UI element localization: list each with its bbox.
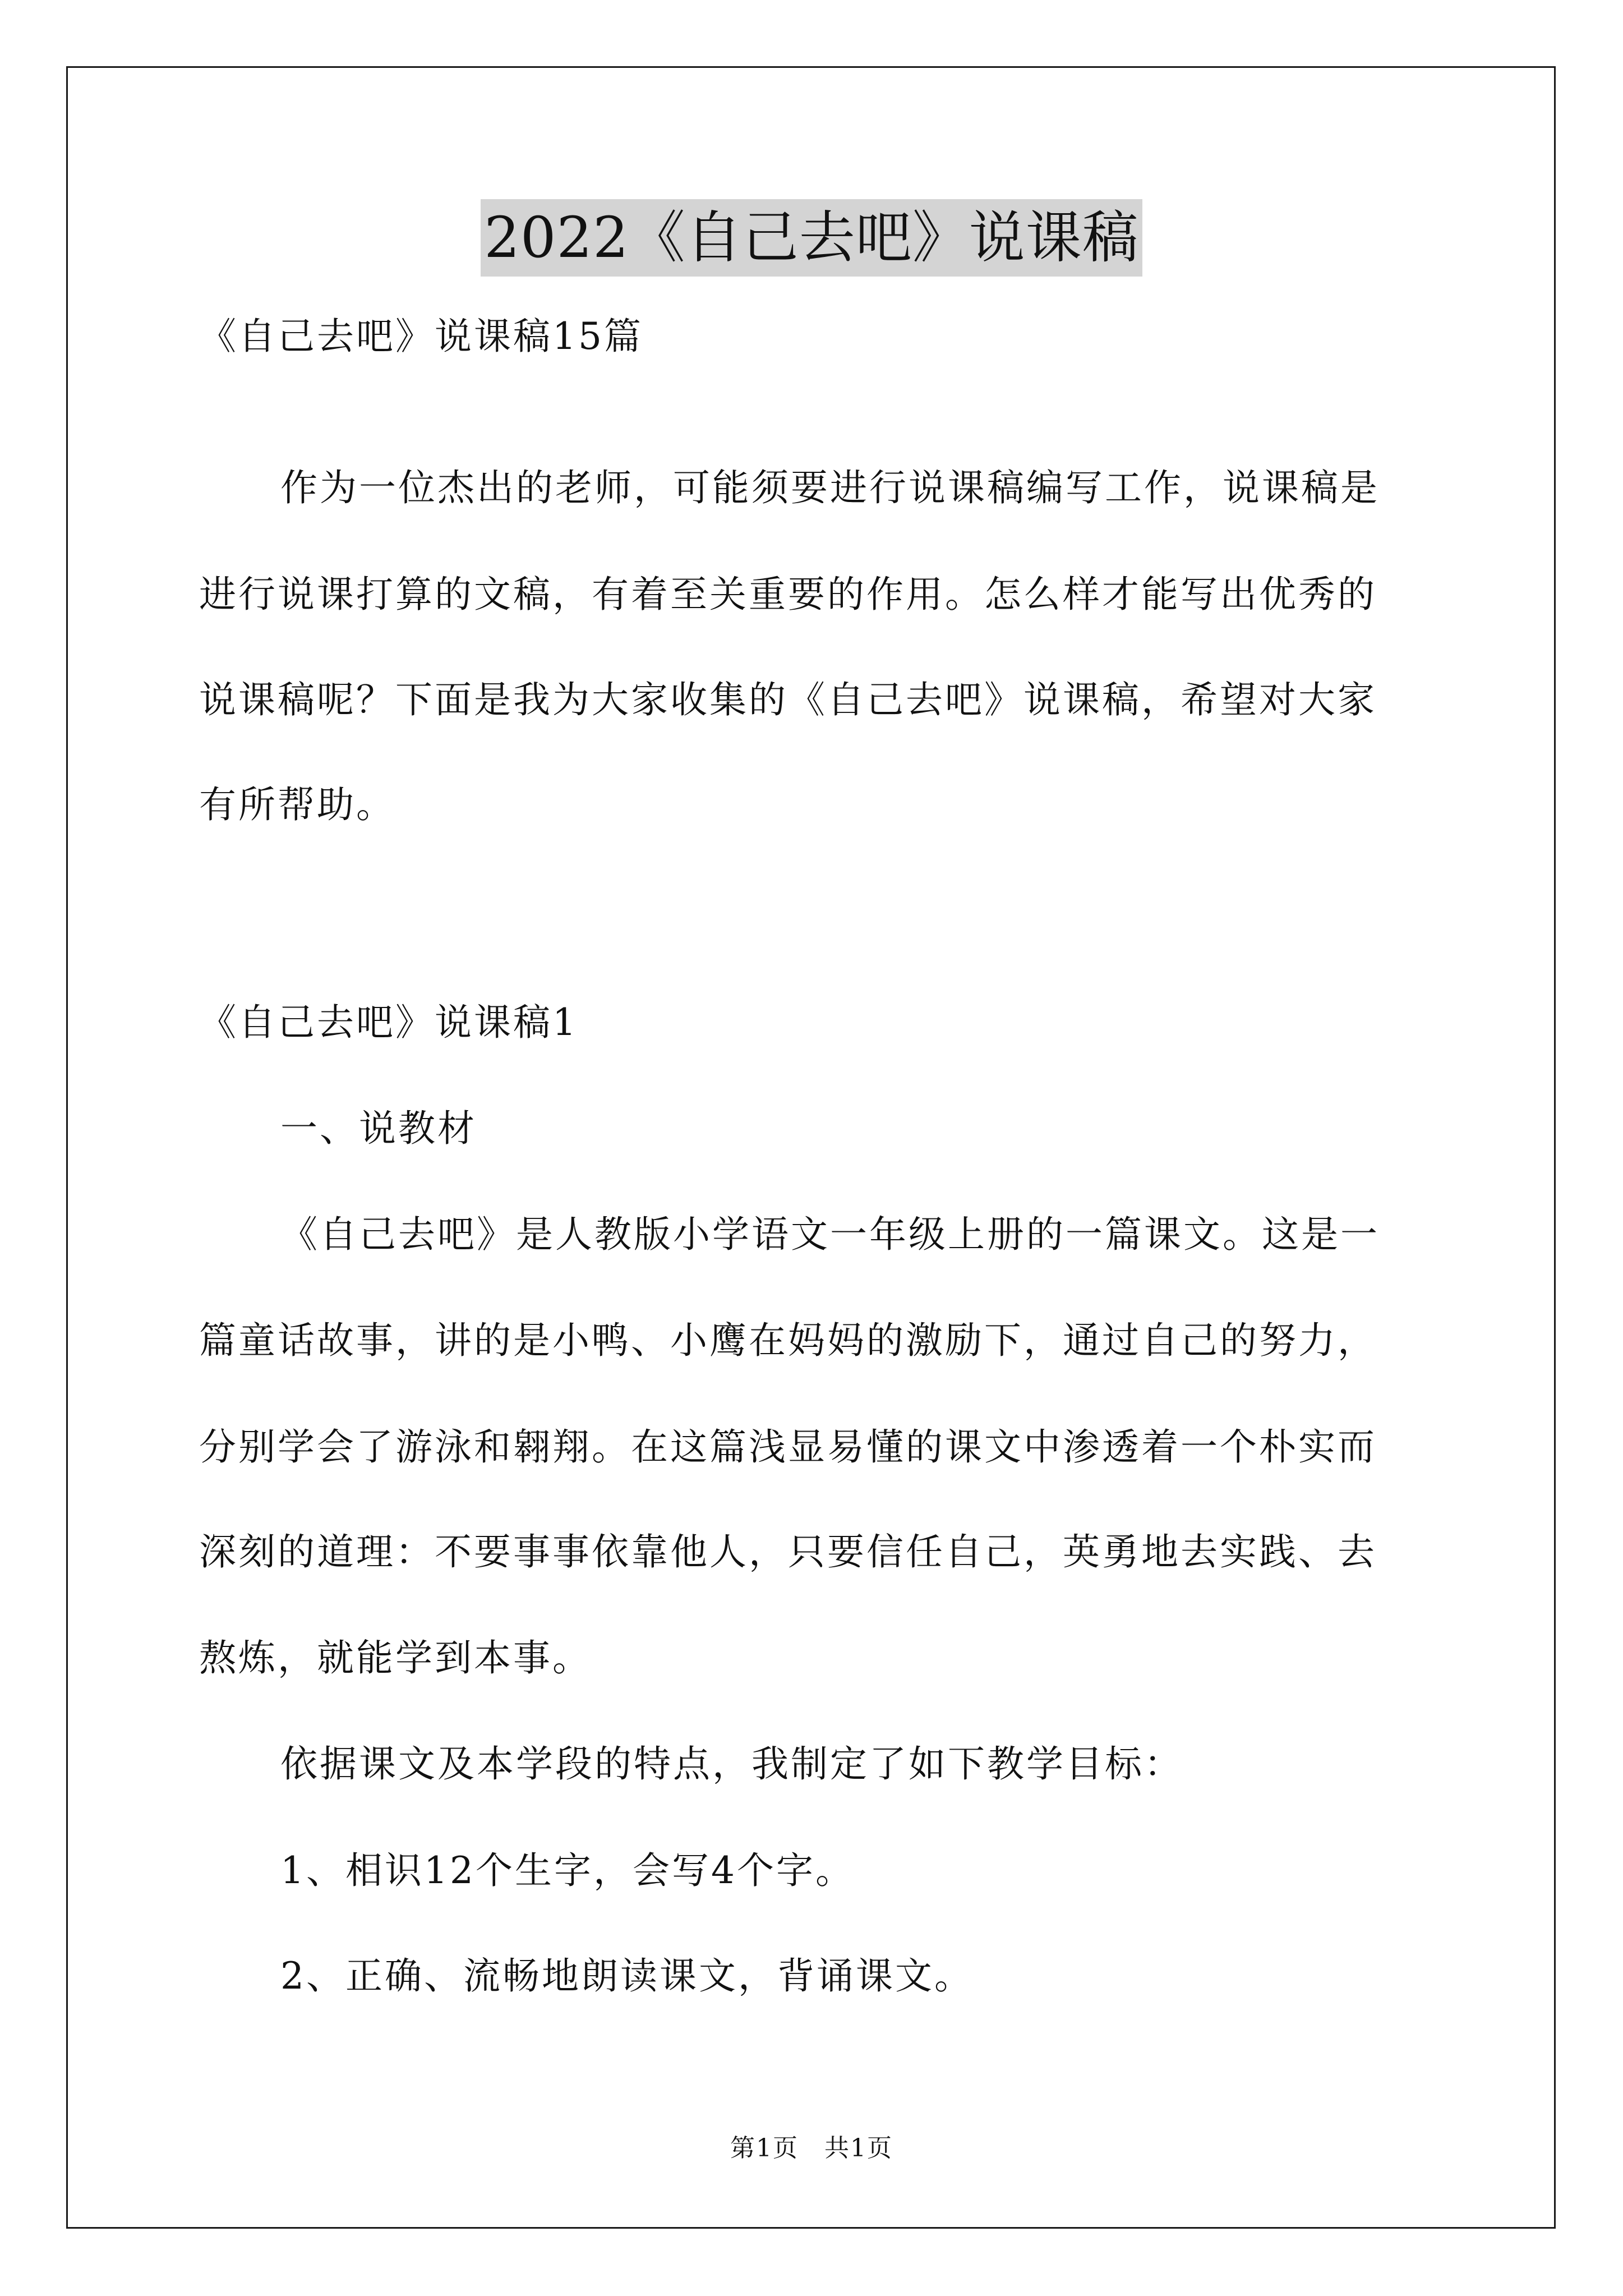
section-heading: 《自己去吧》说课稿1 [199,1001,578,1044]
intro-paragraph-line-4: 有所帮助。 [199,783,395,826]
objective-item-1: 1、相识12个生字，会写4个字。 [280,1849,855,1892]
body-paragraph-line-2: 篇童话故事，讲的是小鸭、小鹰在妈妈的激励下，通过自己的努力， [199,1319,1377,1362]
intro-paragraph-line-2: 进行说课打算的文稿，有着至关重要的作用。怎么样才能写出优秀的 [199,573,1377,616]
body-paragraph-line-5: 熬炼，就能学到本事。 [199,1636,592,1680]
page-footer: 第1页 共1页 [730,2134,893,2162]
body-paragraph-line-3: 分别学会了游泳和翱翔。在这篇浅显易懂的课文中渗透着一个朴实而 [199,1425,1377,1469]
body-paragraph-line-1: 《自己去吧》是人教版小学语文一年级上册的一篇课文。这是一 [280,1213,1380,1256]
objectives-intro: 依据课文及本学段的特点，我制定了如下教学目标： [280,1742,1183,1786]
objective-item-2: 2、正确、流畅地朗读课文，背诵课文。 [280,1954,974,1998]
document-title: 2022《自己去吧》说课稿 [481,199,1142,277]
intro-paragraph-line-3: 说课稿呢？下面是我为大家收集的《自己去吧》说课稿，希望对大家 [199,678,1377,721]
subsection-heading: 一、说教材 [280,1107,477,1150]
subtitle-line: 《自己去吧》说课稿15篇 [199,315,643,358]
intro-paragraph-line-1: 作为一位杰出的老师，可能须要进行说课稿编写工作，说课稿是 [280,466,1380,509]
body-paragraph-line-4: 深刻的道理：不要事事依靠他人，只要信任自己，英勇地去实践、去 [199,1530,1377,1573]
title-container [0,199,1623,277]
